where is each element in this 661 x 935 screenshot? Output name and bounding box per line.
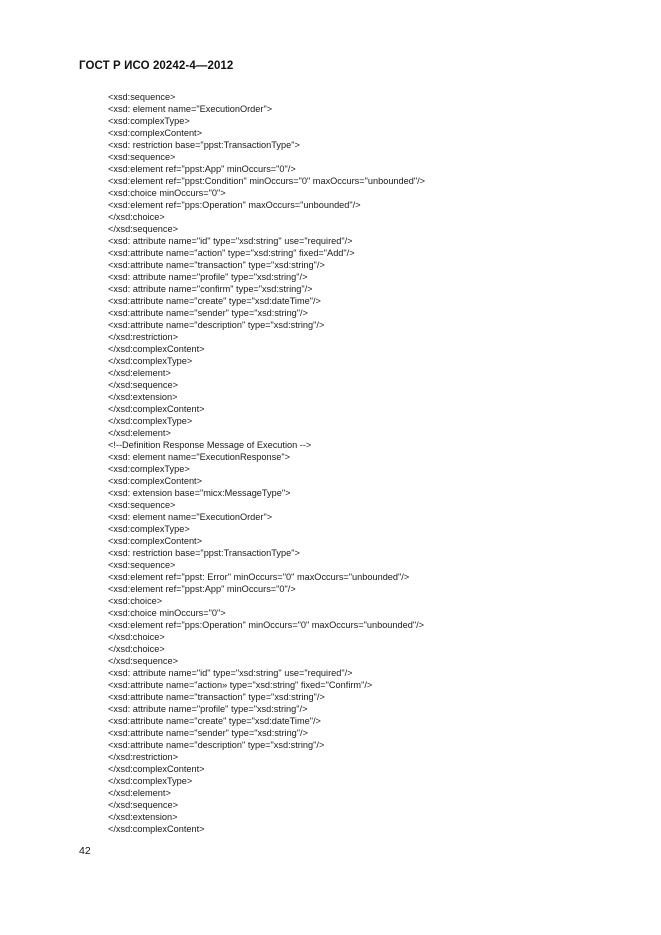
code-line: <xsd:sequence>: [108, 560, 176, 570]
xsd-code-listing: [108, 91, 425, 835]
code-line: </xsd:complexType>: [108, 416, 193, 426]
code-line: </xsd:choice>: [108, 632, 165, 642]
page-header: ГОСТ Р ИСО 20242-4—2012: [79, 60, 234, 72]
code-line: <xsd:element ref="pps:Operation" maxOccurs="unbounded"/>: [108, 200, 361, 210]
code-line: <xsd:sequence>: [108, 500, 176, 510]
page-number: 42: [79, 845, 91, 857]
code-line: </xsd:element>: [108, 428, 171, 438]
code-line: <xsd: attribute name="id" type="xsd:string" use="required"/>: [108, 236, 353, 246]
code-line: <xsd: restriction base="ppst:TransactionType">: [108, 140, 300, 150]
code-line: </xsd:complexContent>: [108, 344, 205, 354]
code-line: </xsd:element>: [108, 368, 171, 378]
code-line: <xsd:attribute name="description" type="xsd:string"/>: [108, 740, 325, 750]
code-line: <xsd:attribute name="transaction" type="xsd:string"/>: [108, 692, 325, 702]
code-line: <!--Definition Response Message of Execution -->: [108, 440, 312, 450]
code-line: <xsd:complexContent>: [108, 128, 202, 138]
code-line: <xsd: attribute name="confirm" type="xsd:string"/>: [108, 284, 313, 294]
code-line: </xsd:complexContent>: [108, 764, 205, 774]
code-line: <xsd:attribute name="sender" type="xsd:string"/>: [108, 728, 308, 738]
code-line: <xsd:choice>: [108, 596, 163, 606]
code-line: <xsd:complexContent>: [108, 536, 202, 546]
code-line: </xsd:choice>: [108, 212, 165, 222]
code-line: <xsd:element ref="pps:Operation" minOccurs="0" maxOccurs="unbounded"/>: [108, 620, 425, 630]
code-line: </xsd:complexType>: [108, 356, 193, 366]
code-line: <xsd:sequence>: [108, 152, 176, 162]
code-line: <xsd:complexType>: [108, 464, 190, 474]
code-line: <xsd:choice minOccurs="0">: [108, 608, 226, 618]
code-line: </xsd:complexContent>: [108, 824, 205, 834]
code-line: </xsd:sequence>: [108, 380, 178, 390]
code-line: <xsd:element ref="ppst:App" minOccurs="0"/>: [108, 164, 296, 174]
code-line: </xsd:extension>: [108, 812, 178, 822]
code-line: <xsd:element ref="ppst:App" minOccurs="0"/>: [108, 584, 296, 594]
code-line: <xsd:attribute name="transaction" type="xsd:string"/>: [108, 260, 325, 270]
code-line: </xsd:sequence>: [108, 224, 178, 234]
code-line: <xsd: element name="ExecutionOrder">: [108, 512, 273, 522]
code-line: </xsd:choice>: [108, 644, 165, 654]
code-line: </xsd:restriction>: [108, 752, 178, 762]
code-line: <xsd:attribute name="create" type="xsd:dateTime"/>: [108, 296, 321, 306]
code-line: <xsd:sequence>: [108, 92, 176, 102]
code-line: <xsd: extension base="micx:MessageType">: [108, 488, 291, 498]
code-line: <xsd:element ref="ppst: Error" minOccurs="0" maxOccurs="unbounded"/>: [108, 572, 410, 582]
code-line: <xsd: attribute name="profile" type="xsd:string"/>: [108, 272, 308, 282]
code-line: <xsd:attribute name="action» type="xsd:string" fixed="Confirm"/>: [108, 680, 373, 690]
code-line: </xsd:restriction>: [108, 332, 178, 342]
code-line: </xsd:sequence>: [108, 656, 178, 666]
code-line: <xsd: element name="ExecutionOrder">: [108, 104, 273, 114]
code-line: <xsd:complexType>: [108, 524, 190, 534]
code-line: </xsd:extension>: [108, 392, 178, 402]
code-line: <xsd:complexContent>: [108, 476, 202, 486]
code-line: <xsd:attribute name="create" type="xsd:dateTime"/>: [108, 716, 321, 726]
code-line: <xsd: restriction base="ppst:TransactionType">: [108, 548, 300, 558]
code-line: <xsd:attribute name="description" type="xsd:string"/>: [108, 320, 325, 330]
code-line: <xsd: attribute name="id" type="xsd:string" use="required"/>: [108, 668, 353, 678]
code-line: </xsd:sequence>: [108, 800, 178, 810]
code-line: </xsd:complexContent>: [108, 404, 205, 414]
code-line: <xsd:choice minOccurs="0">: [108, 188, 226, 198]
code-line: <xsd:attribute name="sender" type="xsd:string"/>: [108, 308, 308, 318]
code-line: <xsd: element name="ExecutionResponse">: [108, 452, 290, 462]
code-line: </xsd:element>: [108, 788, 171, 798]
code-line: </xsd:complexType>: [108, 776, 193, 786]
code-line: <xsd:attribute name="action" type="xsd:string" fixed="Add"/>: [108, 248, 355, 258]
code-line: <xsd: attribute name="profile" type="xsd:string"/>: [108, 704, 308, 714]
code-line: <xsd:complexType>: [108, 116, 190, 126]
code-line: <xsd:element ref="ppst:Condition" minOccurs="0" maxOccurs="unbounded"/>: [108, 176, 426, 186]
